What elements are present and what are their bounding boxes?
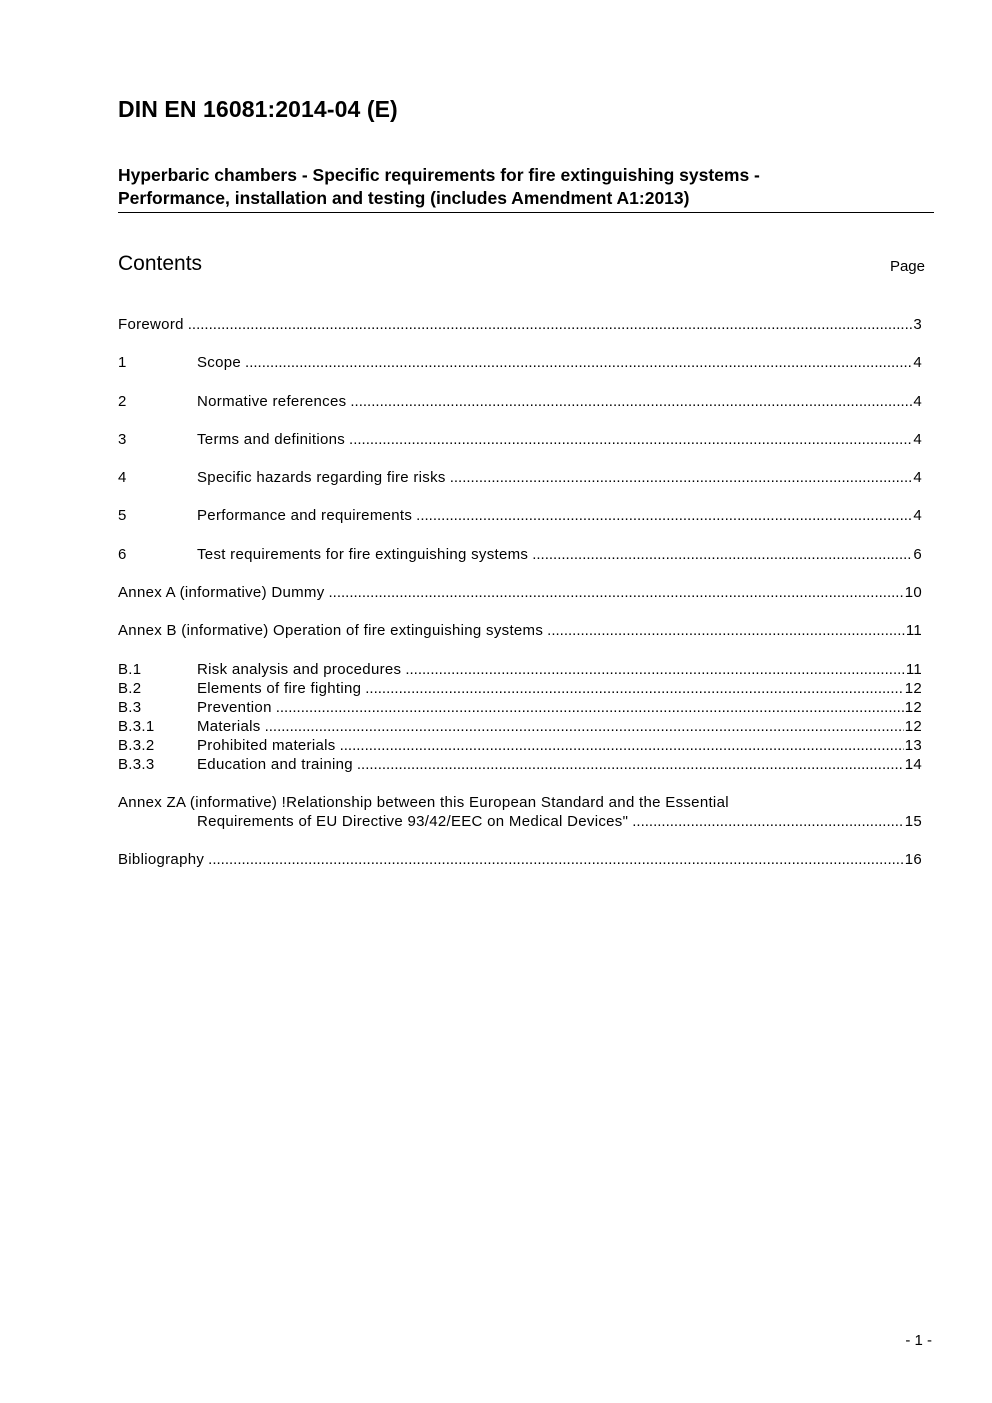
toc-entry-number: 3 [118,430,127,448]
toc-entry-page: 16 [904,851,922,869]
toc-entry-page: 4 [913,392,922,410]
toc-leader-dots [276,698,904,717]
toc-entry-scope[interactable] [118,353,922,372]
toc-entry-page: 12 [904,717,922,735]
toc-entry-page: 4 [913,354,922,372]
toc-entry-page: 3 [913,316,922,333]
toc-entry-page: 15 [904,812,922,830]
toc-entry-test-requirements[interactable] [118,545,922,564]
toc-entry-b2[interactable] [118,679,922,698]
toc-entry-page: 4 [913,469,922,487]
toc-entry-number: B.3.3 [118,755,155,773]
toc-entry-annex-a[interactable] [118,583,922,602]
toc-leader-dots [329,583,904,602]
toc-entry-page: 14 [904,755,922,773]
toc-entry-title: Normative references [197,392,347,410]
toc-entry-page: 4 [913,430,922,448]
toc-entry-title: Annex ZA (informative) !Relationship between this European Standard and the Essential [118,793,729,811]
toc-entry-annex-b[interactable] [118,621,922,640]
toc-entry-number: 4 [118,469,127,487]
toc-leader-dots [208,850,904,869]
toc-entry-b1[interactable] [118,660,922,679]
toc-entry-page: 12 [904,679,922,697]
toc-entry-title-line-2 [118,812,922,831]
toc-entry-number: B.3 [118,698,142,716]
toc-entry-title: Annex B (informative) Operation of fire extinguishing systems [118,622,544,640]
toc-entry-page: 13 [904,736,922,754]
toc-entry-number: 6 [118,545,127,563]
toc-entry-page: 12 [904,698,922,716]
toc-entry-title: Performance and requirements [197,507,413,525]
toc-entry-foreword[interactable] [118,315,922,334]
toc-entry-number: B.3.1 [118,717,155,735]
toc-leader-dots [365,679,903,698]
toc-entry-title: Prevention [197,698,272,716]
toc-entry-number: B.2 [118,679,142,697]
toc-entry-title: Foreword [118,316,184,333]
toc-entry-b3[interactable] [118,698,922,717]
toc-entry-title-line-1 [118,793,922,812]
toc-entry-specific-hazards[interactable] [118,468,922,487]
toc-entry-page: 10 [904,584,922,602]
toc-entry-title: Education and training [197,755,353,773]
toc-entry-title: Elements of fire fighting [197,679,362,697]
toc-entry-number: 1 [118,354,127,372]
toc-entry-page: 4 [913,507,922,525]
toc-entry-normative-references[interactable] [118,392,922,411]
toc-entry-title: Prohibited materials [197,736,336,754]
contents-heading: Contents [118,252,203,275]
toc-entry-page: 6 [913,545,922,563]
toc-entry-title: Specific hazards regarding fire risks [197,469,446,487]
toc-entry-title: Test requirements for fire extinguishing systems [197,545,529,563]
toc-leader-dots [340,736,904,755]
toc-leader-dots [245,353,912,372]
toc-entry-title: Requirements of EU Directive 93/42/EEC on Medical Devices" [197,812,629,830]
toc-leader-dots [632,812,903,831]
toc-entry-title: Terms and definitions [197,430,346,448]
toc-entry-bibliography[interactable] [118,850,922,869]
toc-entry-b3-3[interactable] [118,755,922,774]
toc-entry-b3-1[interactable] [118,717,922,736]
toc-leader-dots [416,506,912,525]
toc-entry-number: 2 [118,392,127,410]
document-subtitle [118,164,934,213]
toc-entry-title: Annex A (informative) Dummy [118,584,325,602]
document-subtitle-line-2: Performance, installation and testing (includes Amendment A1:2013) [118,188,690,208]
document-title: DIN EN 16081:2014-04 (E) [118,96,398,122]
toc-leader-dots [188,315,913,334]
page-number: - 1 - [905,1332,932,1349]
toc-entry-page: 11 [905,622,922,640]
toc-entry-title: Bibliography [118,851,205,869]
toc-entry-terms-definitions[interactable] [118,430,922,449]
table-of-contents [118,315,922,869]
toc-leader-dots [357,755,904,774]
toc-entry-title: Risk analysis and procedures [197,660,402,678]
toc-entry-number: B.1 [118,660,142,678]
page-column-label: Page [889,258,925,275]
toc-entry-number: 5 [118,507,127,525]
toc-leader-dots [532,545,912,564]
toc-leader-dots [265,717,904,736]
toc-leader-dots [349,430,912,449]
document-subtitle-line-1: Hyperbaric chambers - Specific requirements for fire extinguishing systems - [118,165,760,185]
toc-entry-number: B.3.2 [118,736,155,754]
toc-leader-dots [350,392,912,411]
toc-entry-annex-za[interactable] [118,793,922,831]
toc-leader-dots [450,468,913,487]
toc-leader-dots [547,621,905,640]
toc-leader-dots [405,660,904,679]
toc-entry-b3-2[interactable] [118,736,922,755]
toc-entry-title: Scope [197,354,242,372]
toc-entry-title: Materials [197,717,261,735]
toc-entry-page: 11 [905,660,922,678]
toc-entry-performance-requirements[interactable] [118,506,922,525]
